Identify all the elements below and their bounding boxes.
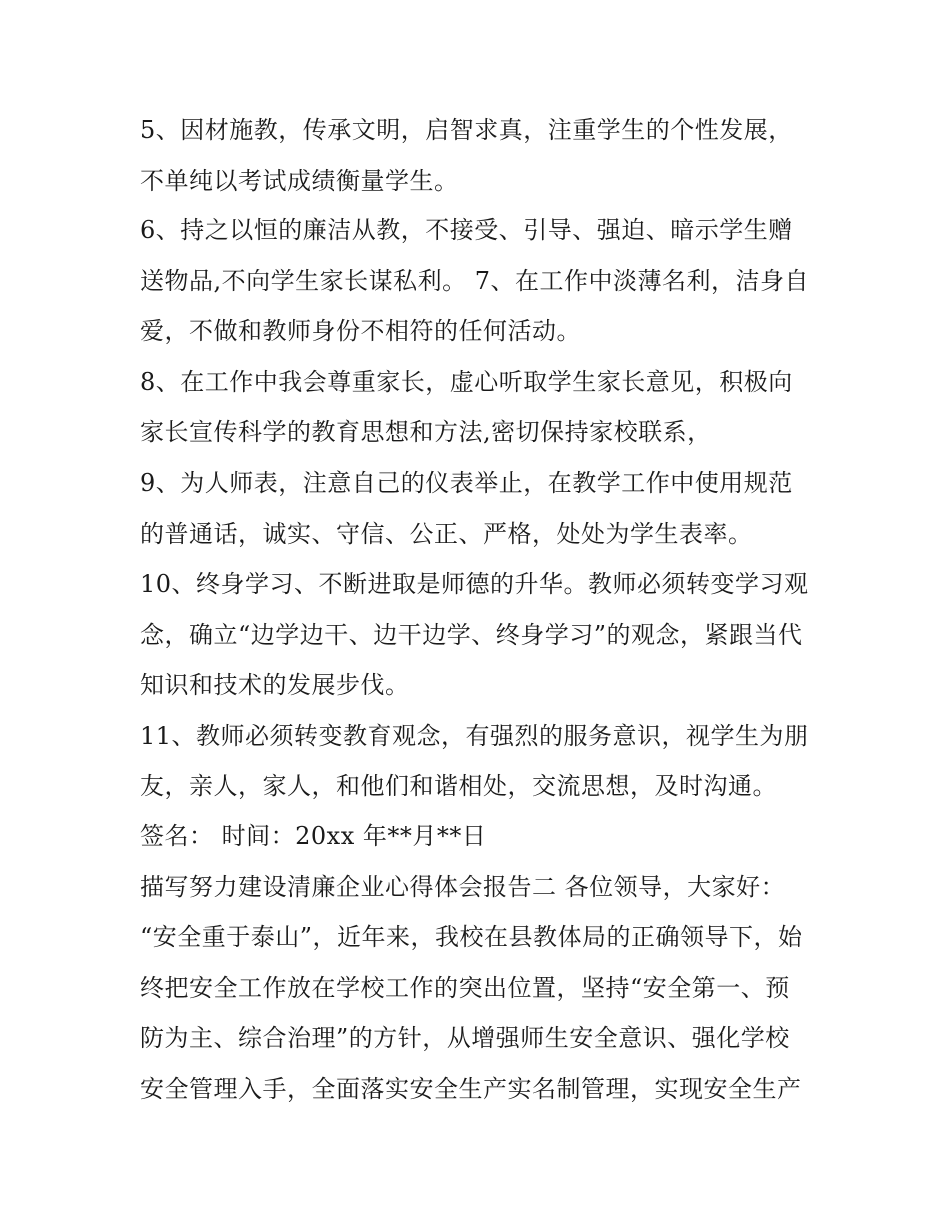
text-line: 送物品,不向学生家长谋私利。 7、在工作中淡薄名利，洁身自 (140, 267, 810, 295)
text-line: 不单纯以考试成绩衡量学生。 (140, 167, 459, 195)
text-line: 友，亲人，家人，和他们和谐相处，交流思想，及时沟通。 (140, 772, 777, 800)
text-line: 9、为人师表，注意自己的仪表举止，在教学工作中使用规范 (140, 469, 793, 497)
text-line: 6、持之以恒的廉洁从教，不接受、引导、强迫、暗示学生赠 (140, 216, 793, 244)
text-line: 安全管理入手，全面落实安全生产实名制管理，实现安全生产 (140, 1075, 802, 1103)
text-line: 爱，不做和教师身份不相符的任何活动。 (140, 317, 581, 345)
text-line: 终把安全工作放在学校工作的突出位置，坚持“安全第一、预 (140, 974, 790, 1002)
signature-date-line: 签名： 时间：20xx 年**月**日 (140, 822, 487, 850)
text-line: 10、终身学习、不断进取是师德的升华。教师必须转变学习观 (140, 570, 809, 598)
text-line: 11、教师必须转变教育观念，有强烈的服务意识，视学生为朋 (140, 722, 809, 750)
text-line: 8、在工作中我会尊重家长，虚心听取学生家长意见，积极向 (140, 368, 793, 396)
text-line: 念，确立“边学边干、边干边学、终身学习”的观念，紧跟当代 (140, 621, 803, 649)
text-line: 的普通话，诚实、守信、公正、严格，处处为学生表率。 (140, 520, 753, 548)
text-line: 家长宣传科学的教育思想和方法,密切保持家校联系， (140, 418, 712, 446)
text-line: 知识和技术的发展步伐。 (140, 671, 410, 699)
section-heading-line: 描写努力建设清廉企业心得体会报告二 各位领导，大家好： (140, 873, 786, 901)
text-line: 防为主、综合治理”的方针，从增强师生安全意识、强化学校 (140, 1024, 790, 1052)
text-line: 5、因材施教，传承文明，启智求真，注重学生的个性发展， (140, 116, 793, 144)
text-line: “安全重于泰山”，近年来，我校在县教体局的正确领导下，始 (140, 923, 803, 951)
